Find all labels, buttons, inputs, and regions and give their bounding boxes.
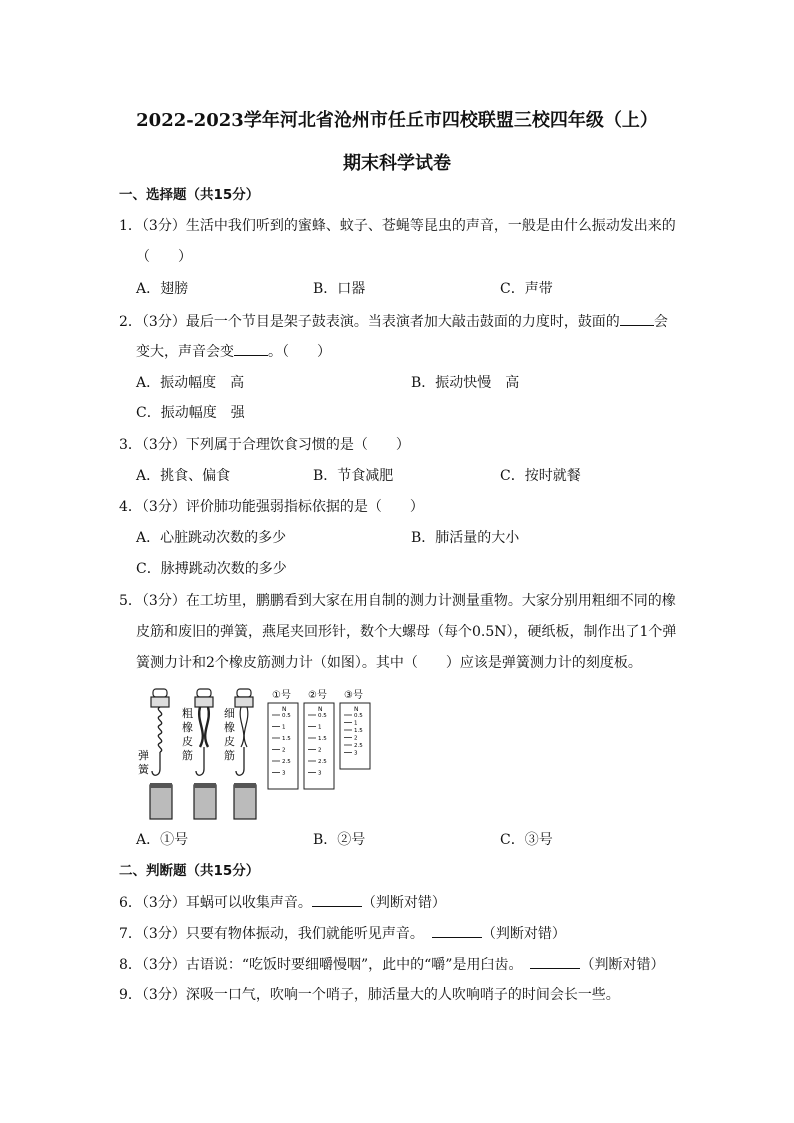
- spring-coil: [158, 707, 161, 752]
- label-thin-4: 筋: [224, 749, 235, 762]
- board-1-tick-label: 1.5: [282, 736, 291, 742]
- section-heading-judgement: 二、判断题（共15分）: [119, 863, 260, 879]
- question-5-line3: 簧测力计和2个橡皮筋测力计（如图）。其中（ ）应该是弹簧测力计的刻度板。: [136, 655, 642, 671]
- question-5-line2: 皮筋和废旧的弹簧，燕尾夹回形针，数个大螺母（每个0.5N），硬纸板，制作出了1个弹: [136, 624, 677, 640]
- clip-body-1: [151, 697, 169, 707]
- question-7: [119, 923, 566, 944]
- question-5-option-b[interactable]: B．②号: [313, 832, 366, 848]
- board-3-tick-label: 3: [354, 750, 358, 757]
- section-heading-choice: 一、选择题（共15分）: [119, 187, 260, 203]
- weight-tube-1: [150, 785, 172, 819]
- clip-top-3: [237, 689, 251, 697]
- question-4-option-c[interactable]: C．脉搏跳动次数的多少: [136, 561, 287, 577]
- board-1-tick-label: 1: [282, 724, 286, 731]
- question-1-option-a[interactable]: A．翅膀: [136, 281, 189, 297]
- board-title-3: ③号: [344, 690, 363, 701]
- board-2-tick-label: 2.5: [318, 759, 327, 765]
- question-2-stem-pre: 2．（3分）最后一个节目是架子鼓表演。当表演者加大敲击鼓面的力度时，鼓面的: [119, 314, 620, 330]
- question-8-stem: 8．（3分）古语说：“吃饭时要细嚼慢咽”，此中的“嚼”是用臼齿。: [119, 957, 523, 973]
- question-5-line1: 5．（3分）在工坊里，鹏鹏看到大家在用自制的测力计测量重物。大家分别用粗细不同的橡: [119, 593, 676, 609]
- question-7-answer-blank[interactable]: [432, 923, 482, 938]
- label-spring-1: 弹: [138, 749, 149, 762]
- scale-boards: [268, 689, 370, 789]
- clip-body-3: [235, 697, 253, 707]
- weight-tube-2: [194, 785, 216, 819]
- label-spring-2: 簧: [138, 763, 149, 776]
- question-4-option-b[interactable]: B．肺活量的大小: [411, 530, 520, 546]
- question-2-blank-2[interactable]: [234, 341, 268, 356]
- board-3-tick-label: 2.5: [354, 743, 363, 749]
- label-thin-1: 细: [224, 707, 235, 720]
- question-9-stem: 9．（3分）深吸一口气，吹响一个哨子，肺活量大的人吹响哨子的时间会长一些。: [119, 987, 620, 1003]
- question-1-option-b[interactable]: B．口器: [313, 281, 366, 297]
- question-4-option-a[interactable]: A．心脏跳动次数的多少: [136, 530, 287, 546]
- board-2-tick-label: 0.5: [318, 713, 327, 719]
- clip-top-1: [153, 689, 167, 697]
- board-1-tick-label: 2.5: [282, 759, 291, 765]
- board-3-unit: N: [354, 706, 359, 713]
- exam-title-line1: 2022-2023学年河北省沧州市任丘市四校联盟三校四年级（上）: [136, 110, 658, 131]
- hook-2: [196, 747, 204, 775]
- question-8: [119, 954, 664, 975]
- label-thick-2: 橡: [182, 721, 193, 734]
- board-title-2: ②号: [308, 690, 327, 701]
- board-title-1: ①号: [272, 690, 291, 701]
- board-1-unit: N: [282, 706, 287, 713]
- clip-top-2: [197, 689, 211, 697]
- question-6-answer-blank[interactable]: [312, 892, 362, 907]
- board-3-tick-label: 0.5: [354, 713, 363, 719]
- question-2-blank-1[interactable]: [620, 311, 654, 326]
- question-5-option-c[interactable]: C．③号: [500, 832, 553, 848]
- hook-3: [236, 747, 244, 775]
- question-7-suffix: （判断对错）: [481, 926, 566, 942]
- question-2-stem-post: 会: [653, 314, 668, 330]
- force-meter-figure: [136, 687, 376, 823]
- board-3-tick-label: 2: [354, 735, 358, 742]
- label-thin-2: 橡: [224, 721, 235, 734]
- thick-band: [199, 707, 209, 747]
- question-6-stem: 6．（3分）耳蜗可以收集声音。: [119, 895, 312, 911]
- board-3-tick-label: 1: [354, 720, 358, 727]
- question-1-option-c[interactable]: C．声带: [500, 281, 553, 297]
- weight-cap-2: [194, 783, 216, 788]
- question-6-suffix: （判断对错）: [361, 895, 446, 911]
- board-2-tick-label: 2: [318, 747, 322, 754]
- label-thin-3: 皮: [224, 735, 235, 748]
- hook-1: [152, 752, 160, 775]
- question-4-stem: 4．（3分）评价肺功能强弱指标依据的是（ ）: [119, 499, 424, 515]
- board-2-tick-label: 1.5: [318, 736, 327, 742]
- question-8-answer-blank[interactable]: [530, 954, 580, 969]
- question-2-line2-pre: 变大，声音会变: [136, 344, 234, 360]
- question-3-option-c[interactable]: C．按时就餐: [500, 468, 581, 484]
- board-1-tick-label: 3: [282, 770, 286, 777]
- thin-rubber-meter-illustration: [224, 689, 256, 819]
- weight-cap-1: [150, 783, 172, 788]
- question-3-option-b[interactable]: B．节食减肥: [313, 468, 394, 484]
- weight-tube-3: [234, 785, 256, 819]
- question-2-line2-post: 。（ ）: [268, 344, 331, 360]
- question-5-option-a[interactable]: A．①号: [136, 832, 189, 848]
- label-thick-3: 皮: [182, 735, 193, 748]
- label-thick-4: 筋: [182, 749, 193, 762]
- board-2-tick-label: 1: [318, 724, 322, 731]
- question-2-option-a[interactable]: A．振动幅度 高: [136, 375, 245, 391]
- question-2-option-b[interactable]: B．振动快慢 高: [411, 375, 520, 391]
- question-3-stem: 3．（3分）下列属于合理饮食习惯的是（ ）: [119, 437, 410, 453]
- question-3-option-a[interactable]: A．挑食、偏食: [136, 468, 231, 484]
- question-6: [119, 892, 446, 913]
- board-1-tick-label: 2: [282, 747, 286, 754]
- clip-body-2: [195, 697, 213, 707]
- question-2-stem: [119, 311, 668, 332]
- weight-cap-3: [234, 783, 256, 788]
- board-2-tick-label: 3: [318, 770, 322, 777]
- thin-band: [240, 707, 248, 747]
- question-2-line2: [136, 341, 331, 362]
- board-1-tick-label: 0.5: [282, 713, 291, 719]
- question-1-paren: （ ）: [136, 249, 192, 265]
- thick-rubber-meter-illustration: [182, 689, 216, 819]
- spring-meter-illustration: [138, 689, 172, 819]
- board-2-unit: N: [318, 706, 323, 713]
- question-1-stem: 1．（3分）生活中我们听到的蜜蜂、蚊子、苍蝇等昆虫的声音，一般是由什么振动发出来的: [119, 218, 676, 234]
- board-3-tick-label: 1.5: [354, 728, 363, 734]
- exam-title-line2: 期末科学试卷: [343, 153, 451, 174]
- label-thick-1: 粗: [182, 707, 193, 720]
- question-7-stem: 7．（3分）只要有物体振动，我们就能听见声音。: [119, 926, 424, 942]
- question-2-option-c[interactable]: C．振动幅度 强: [136, 405, 245, 421]
- question-8-suffix: （判断对错）: [580, 957, 665, 973]
